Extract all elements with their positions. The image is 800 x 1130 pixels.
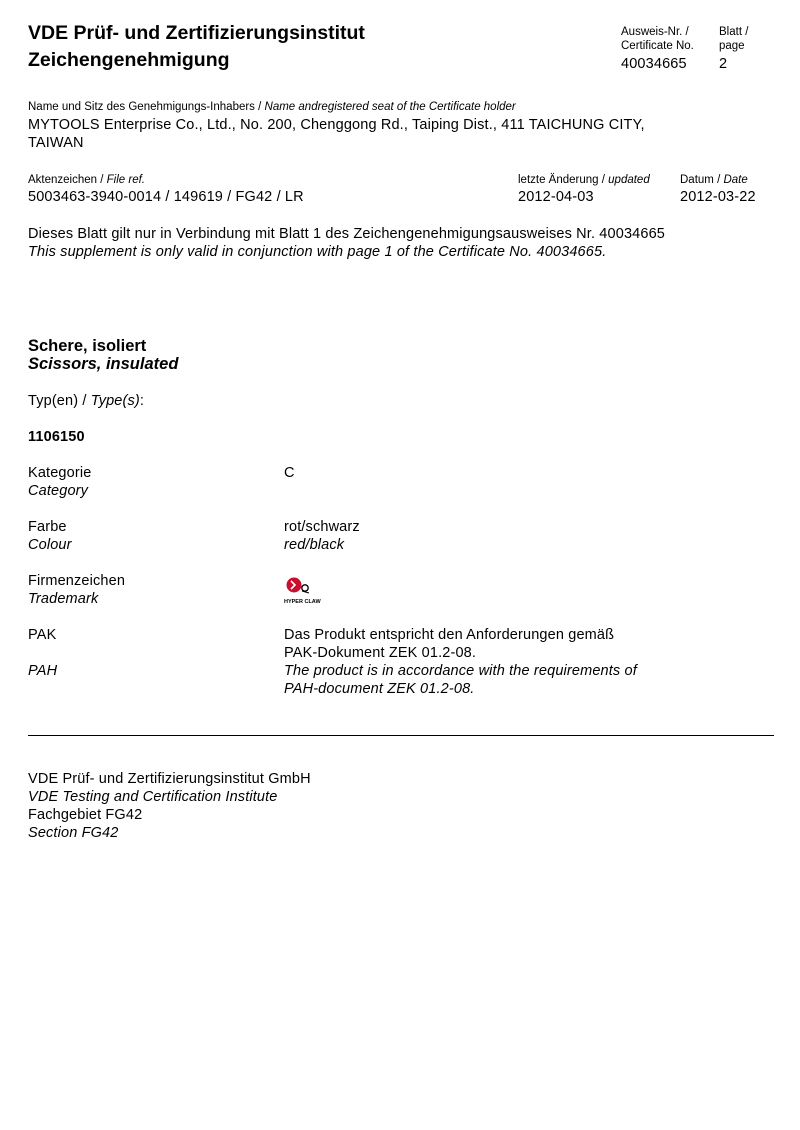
hyper-claw-logo [283, 574, 327, 606]
type-number: 1106150 [28, 429, 85, 445]
category-value: C [284, 465, 295, 481]
cert-label-en: Certificate No. [621, 40, 694, 52]
pak-text-line1: Das Produkt entspricht den Anforderungen gemäß [284, 627, 615, 643]
footer-section-de: Fachgebiet FG42 [28, 807, 143, 823]
colour-label-de: Farbe [28, 519, 67, 535]
date-label-en: Date [723, 174, 748, 186]
page-label-en: page [719, 40, 745, 52]
pah-label: PAH [28, 663, 58, 679]
holder-label-de: Name und Sitz des Genehmigungs-Inhabers / [28, 101, 262, 113]
holder-address-line2: TAIWAN [28, 135, 84, 151]
product-name-en: Scissors, insulated [28, 355, 179, 373]
page-label-de: Blatt / [719, 26, 749, 38]
updated-label-en: updated [608, 174, 650, 186]
pah-text-line2: PAH-document ZEK 01.2-08. [284, 681, 475, 697]
validity-note-de: Dieses Blatt gilt nur in Verbindung mit Blatt 1 des Zeichengenehmigungsausweises Nr. 40034665 [28, 226, 666, 242]
file-ref-label [28, 174, 145, 186]
updated-label-de: letzte Änderung / [518, 174, 605, 186]
trademark-label-de: Firmenzeichen [28, 573, 126, 589]
footer-section-en: Section FG42 [28, 825, 119, 841]
category-label-de: Kategorie [28, 465, 92, 481]
updated-value: 2012-04-03 [518, 189, 594, 205]
footer-org-de: VDE Prüf- und Zertifizierungsinstitut GmbH [28, 771, 311, 787]
logo-small-ring [302, 585, 308, 591]
file-ref-label-de: Aktenzeichen / [28, 174, 104, 186]
category-label-en: Category [28, 483, 89, 499]
colour-value-de: rot/schwarz [284, 519, 360, 535]
cert-label-de: Ausweis-Nr. / [621, 26, 689, 38]
date-label [680, 174, 748, 186]
date-value: 2012-03-22 [680, 189, 756, 205]
page-subtitle: Zeichengenehmigung [28, 49, 230, 71]
page-number: 2 [719, 56, 728, 72]
pak-label: PAK [28, 627, 57, 643]
date-label-de: Datum / [680, 174, 721, 186]
types-label [28, 393, 144, 409]
updated-label [518, 174, 650, 186]
colour-value-en: red/black [284, 537, 345, 553]
file-ref-value: 5003463-3940-0014 / 149619 / FG42 / LR [28, 189, 304, 205]
types-label-colon: : [139, 393, 145, 409]
certificate-number: 40034665 [621, 56, 687, 72]
types-label-en: Type(s) [90, 393, 140, 409]
product-name-de: Schere, isoliert [28, 337, 147, 355]
pah-text-line1: The product is in accordance with the requirements of [284, 663, 637, 679]
types-label-de: Typ(en) / [28, 393, 87, 409]
colour-label-en: Colour [28, 537, 72, 553]
validity-note-en: This supplement is only valid in conjunction with page 1 of the Certificate No. 40034665. [28, 244, 607, 260]
holder-address-line1: MYTOOLS Enterprise Co., Ltd., No. 200, Chenggong Rd., Taiping Dist., 411 TAICHUNG CITY, [28, 117, 645, 133]
divider-line [28, 735, 774, 736]
holder-label [28, 101, 516, 113]
holder-label-en: Name andregistered seat of the Certificate holder [264, 101, 516, 113]
pak-text-line2: PAK-Dokument ZEK 01.2-08. [284, 645, 477, 661]
footer-org-en: VDE Testing and Certification Institute [28, 789, 278, 805]
file-ref-label-en: File ref. [106, 174, 145, 186]
page-title: VDE Prüf- und Zertifizierungsinstitut [28, 22, 365, 44]
hyper-claw-logo-icon [283, 574, 327, 606]
trademark-label-en: Trademark [28, 591, 99, 607]
logo-wordmark: HYPER CLAW [284, 599, 321, 605]
